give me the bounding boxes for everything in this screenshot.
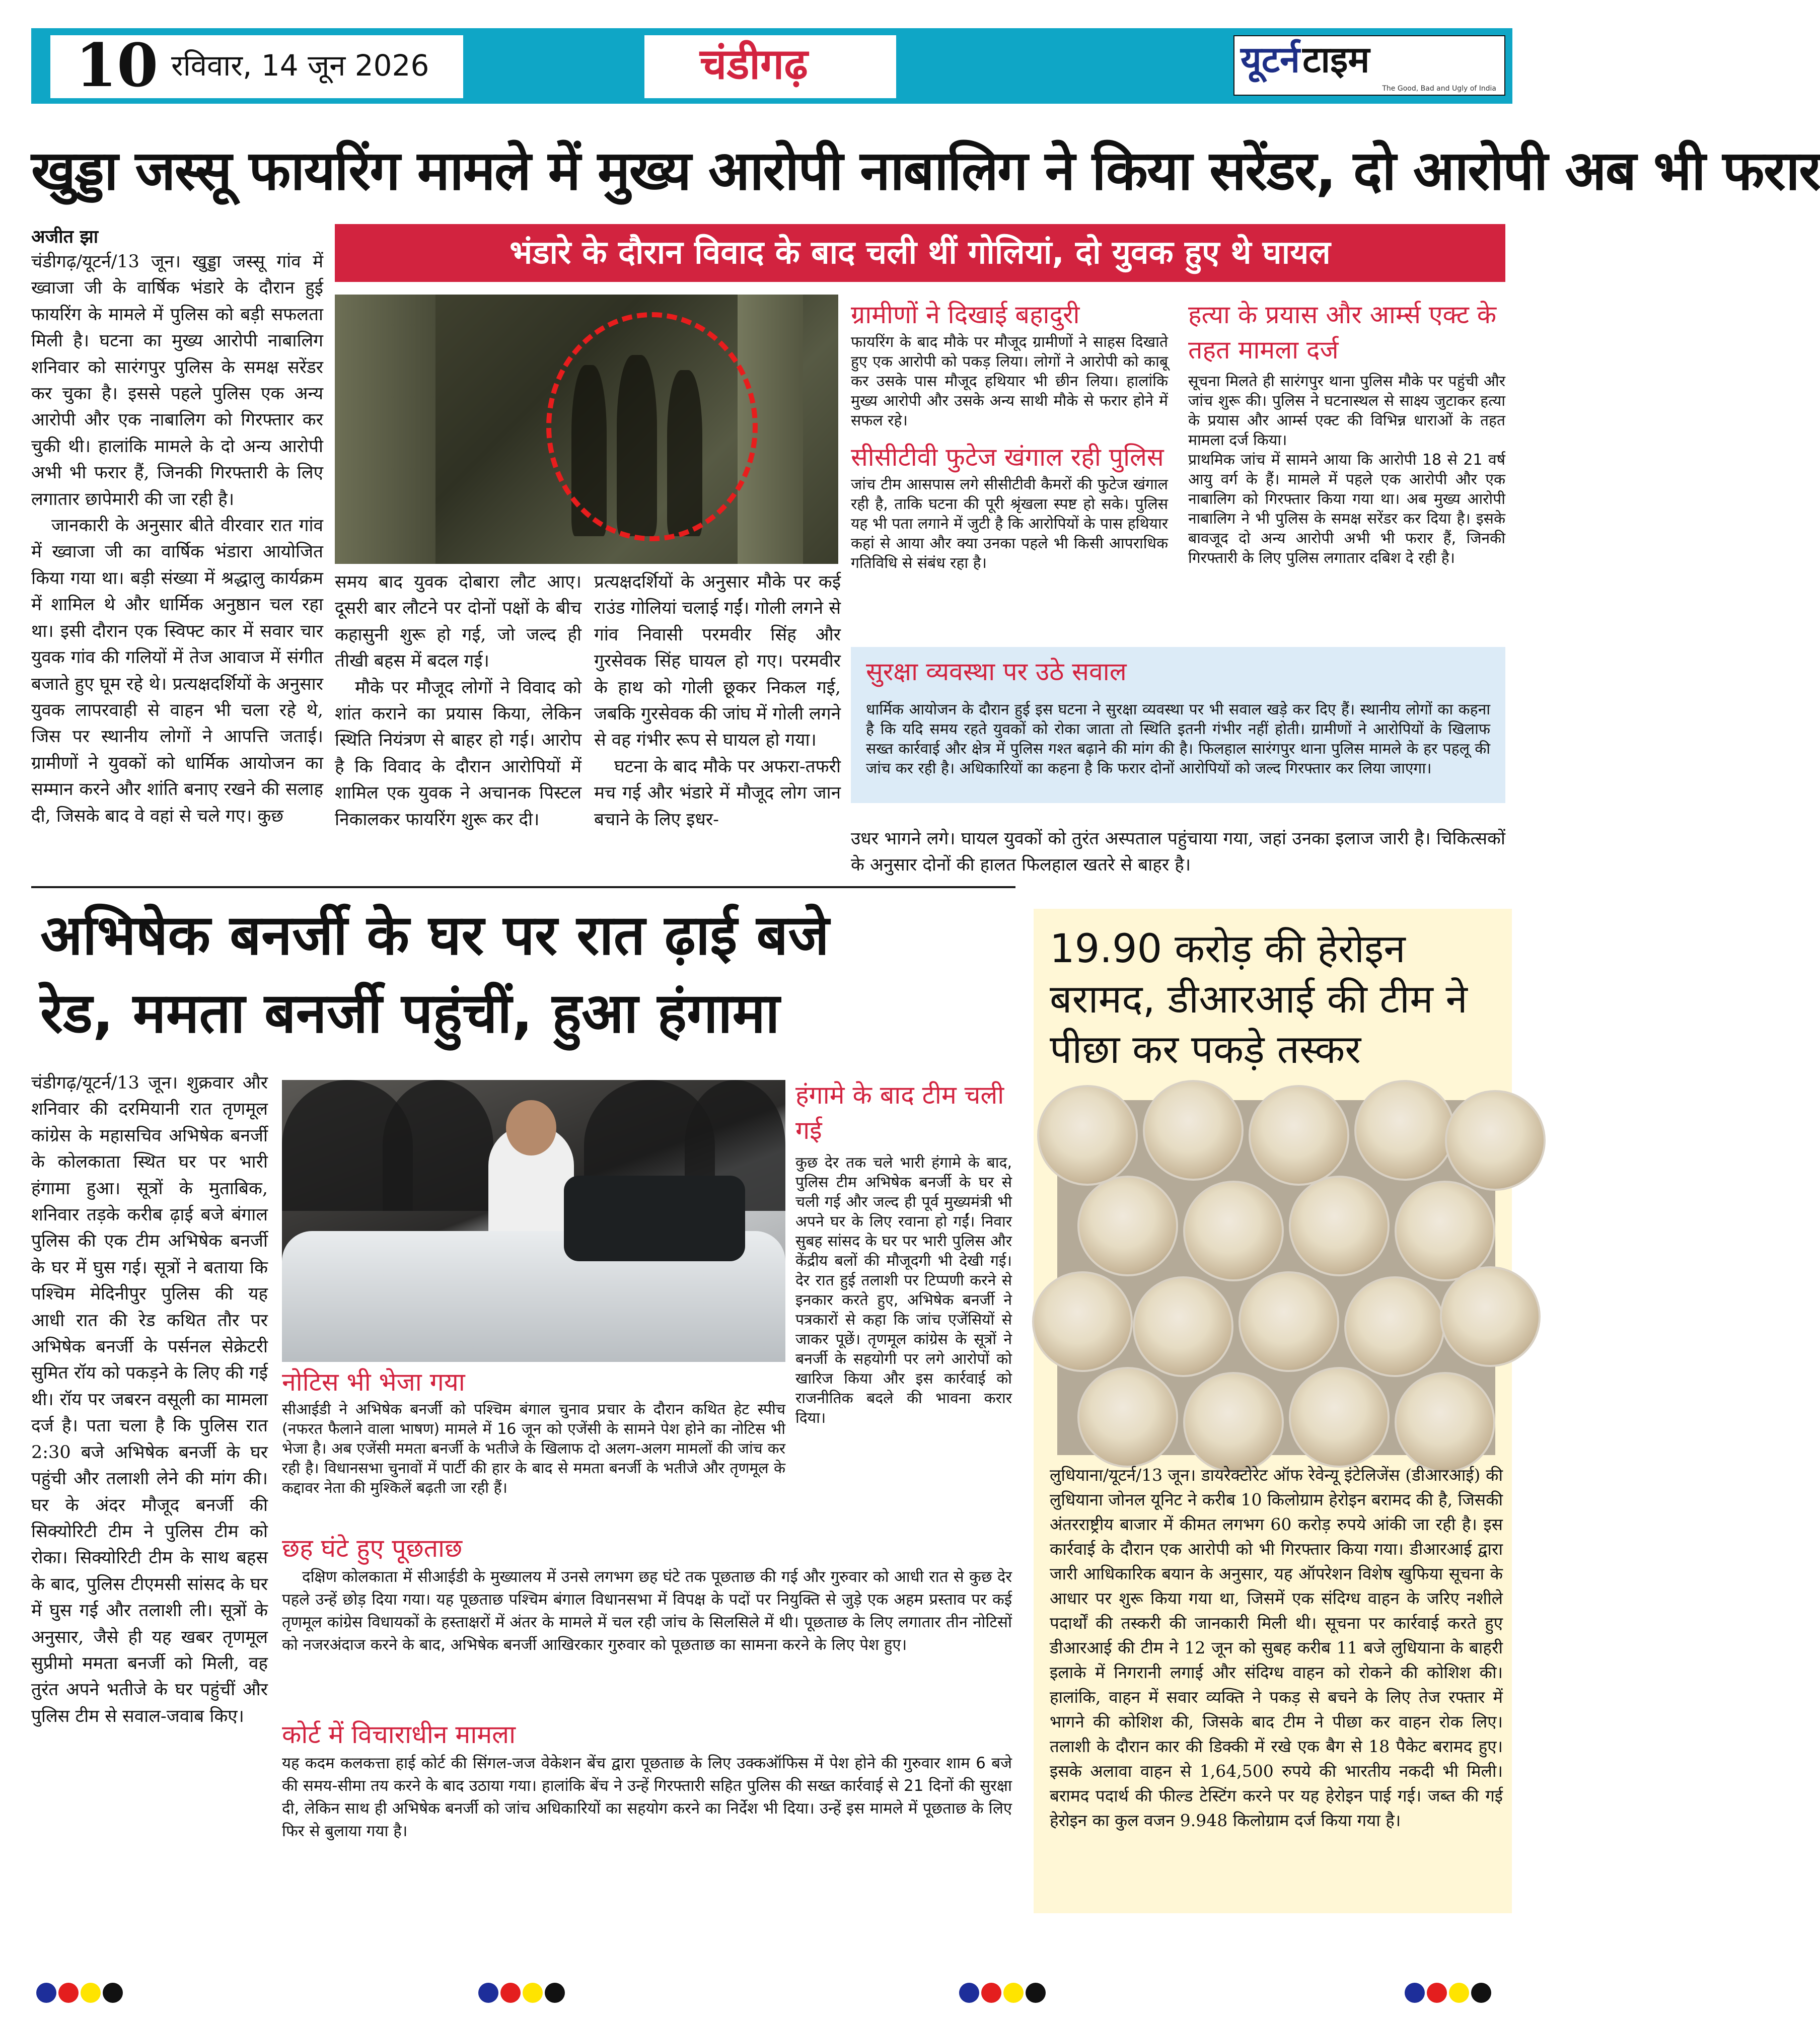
section-text-questioning: दक्षिण कोलकाता में सीआईडी के मुख्यालय में उनसे लगभग छह घंटे तक पूछताछ की गई और गुरुवार को आधी रात से कुछ देर पहले उन्हें छोड़ दिया गया। यह पूछताछ पश्चिम बंगाल विधानसभा में विपक्ष के पदों पर नियुक्ति से जुड़े एक अहम प्रस्ताव पर कई तृणमूल कांग्रेस विधायकों के हस्ताक्षरों में अंतर के मामले में चल रही जांच के सिलसिले में थी। पूछताछ के लिए लगातार तीन नोटिसों को नजरअंदाज करने के बाद, अभिषेक बनर्जी आखिरकार गुरुवार को पूछताछ का सामना करने के लिए पेश हुए। — [282, 1568, 1012, 1654]
story3-column — [1050, 1463, 1503, 1833]
story2-headline — [40, 896, 1017, 1052]
section-heading-notice: नोटिस भी भेजा गया — [282, 1367, 465, 1397]
registration-marks-left — [36, 1983, 125, 2005]
story1-sidebar-1 — [851, 297, 1168, 573]
box-text-security: धार्मिक आयोजन के दौरान हुई इस घटना ने सुरक्षा व्यवस्था पर भी सवाल खड़े कर दिए हैं। स्थानीय लोगों का कहना है कि यदि समय रहते युवकों को रोका जाता तो स्थिति इतनी गंभीर नहीं होती। ग्रामीणों ने आरोपियों के खिलाफ सख्त कार्रवाई और क्षेत्र में पुलिस गश्त बढ़ाने की मांग की है। फिलहाल सारंगपुर थाना पुलिस मामले के हर पहलू की जांच कर रही है। अधिकारियों का कहना है कि फरार दोनों आरोपियों को जल्द गिरफ्तार कर लिया जाएगा। — [866, 701, 1490, 777]
section-heading-questioning: छह घंटे हुए पूछताछ — [282, 1534, 463, 1563]
story2-notice-section — [282, 1364, 785, 1498]
story1-column-2 — [335, 569, 581, 833]
story2-questioning-section — [282, 1531, 1012, 1656]
issue-date: रविवार, 14 जून 2026 — [171, 48, 429, 83]
registration-marks-center-left — [478, 1983, 567, 2005]
mamata-banerjee-photo — [282, 1080, 785, 1357]
newspaper-logo — [1233, 35, 1505, 96]
story1-headline: खुड्डा जस्सू फायरिंग मामले में मुख्य आरोपी नाबालिग ने किया सरेंडर, दो आरोपी अब भी फरार — [31, 139, 1820, 202]
registration-marks-right — [1405, 1983, 1493, 2005]
story3-body: लुधियाना/यूटर्न/13 जून। डायरेक्टोरेट ऑफ रेवेन्यू इंटेलिजेंस (डीआरआई) की लुधियाना जोनल यूनिट ने करीब 10 किलोग्राम हेरोइन बरामद की है, जिसकी अंतरराष्ट्रीय बाजार में कीमत लगभग 60 करोड़ रुपये आंकी जा रही है। इस कार्रवाई के दौरान एक आरोपी को भी गिरफ्तार किया गया। डीआरआई द्वारा जारी आधिकारिक बयान के अनुसार, यह ऑपरेशन विशेष खुफिया सूचना के आधार पर शुरू किया गया था, जिसमें एक संदिग्ध वाहन के जरिए नशीले पदार्थों की तस्करी की जानकारी मिली थी। सूचना पर कार्रवाई करते हुए डीआरआई की टीम ने 12 जून को सुबह करीब 11 बजे लुधियाना के बाहरी इलाके में निगरानी लगाई और संदिग्ध वाहन को रोकने की कोशिश की। हालांकि, वाहन में सवार व्यक्ति ने पकड़ से बचने के लिए तेज रफ्तार में भागने की कोशिश की, जिसके बाद टीम ने पीछा कर वाहन रोक लिए। तलाशी के दौरान कार की डिक्की में रखे एक बैग से 18 पैकेट बरामद हुए। इसके अलावा वाहन से 1,64,500 रुपये की भारतीय नकदी भी मिली। बरामद पदार्थ की फील्ड टेस्टिंग करने पर यह हेरोइन पाई गई। जब्त की गई हेरोइन का कुल वजन 9.948 किलोग्राम दर्ज किया गया है। — [1050, 1465, 1503, 1830]
section-text-court: यह कदम कलकत्ता हाई कोर्ट की सिंगल-जज वेकेशन बेंच द्वारा पूछताछ के लिए उक्कऑफिस में पेश होने की गुरुवार शाम 6 बजे की समय-सीमा तय करने के बाद उठाया गया। हालांकि बेंच ने उन्हें गिरफ्तारी सहित पुलिस की सख्त कार्रवाई से 21 दिनों की सुरक्षा दी, लेकिन साथ ही अभिषेक बनर्जी को जांच अधिकारियों का सहयोग करने का निर्देश भी दिया। उन्हें इस मामले में पूछताछ के लिए फिर से बुलाया गया है। — [282, 1754, 1012, 1840]
sidebar-text-cctv: जांच टीम आसपास लगे सीसीटीवी कैमरों की फुटेज खंगाल रही है, ताकि घटना की पूरी श्रृंखला स्पष्ट हो सके। पुलिस यह भी पता लगाने में जुटी है कि आरोपियों के पास हथियार कहां से आया और क्या उनका पहले भी किसी आपराधिक गतिविधि से संबंध रहा है। — [851, 476, 1168, 572]
story1-col3-para1: प्रत्यक्षदर्शियों के अनुसार मौके पर कई राउंड गोलियां चलाई गईं। गोली लगने से गांव निवासी परमवीर सिंह और गुरसेवक सिंह घायल हो गए। परमवीर के हाथ को गोली छूकर निकल गई, जबकि गुरसेवक की जांघ में गोली लगने से वह गंभीर रूप से घायल हो गया। — [594, 572, 841, 751]
security-info-box — [851, 647, 1505, 803]
story1-banner: भंडारे के दौरान विवाद के बाद चली थीं गोलियां, दो युवक हुए थे घायल — [335, 224, 1505, 282]
page-number: 10 — [76, 30, 159, 100]
story2-column-1 — [31, 1070, 268, 1729]
section-divider — [31, 886, 1015, 888]
logo-word-1: यूटर्न — [1241, 38, 1300, 81]
heroin-jars-photo — [1057, 1100, 1495, 1455]
story2-sidebar — [795, 1077, 1012, 1428]
story1-col3-para2: घटना के बाद मौके पर अफरा-तफरी मच गई और भंडारे में मौजूद लोग जान बचाने के लिए इधर- — [594, 756, 841, 830]
logo-word-2: टाइम — [1302, 38, 1370, 81]
section-heading-court: कोर्ट में विचाराधीन मामला — [282, 1720, 516, 1749]
cctv-photo — [335, 295, 838, 564]
sidebar-text-case: सूचना मिलते ही सारंगपुर थाना पुलिस मौके पर पहुंची और जांच शुरू की। पुलिस ने घटनास्थल से साक्ष्य जुटाकर हत्या के प्रयास और आर्म्स एक्ट की विभिन्न धाराओं के तहत मामला दर्ज किया। — [1188, 373, 1505, 449]
sidebar-heading-cctv: सीसीटीवी फुटेज खंगाल रही पुलिस — [851, 443, 1164, 472]
story1-continuation-text: उधर भागने लगे। घायल युवकों को तुरंत अस्पताल पहुंचाया गया, जहां उनका इलाज जारी है। चिकित्सकों के अनुसार दोनों की हालत फिलहाल खतरे से बाहर है। — [851, 829, 1505, 876]
box-heading-security: सुरक्षा व्यवस्था पर उठे सवाल — [866, 657, 1127, 686]
story1-sidebar-2 — [1188, 297, 1505, 568]
story2-headline-line-1: अभिषेक बनर्जी के घर पर रात ढ़ाई बजे — [40, 903, 829, 967]
story1-col2-para1: समय बाद युवक दोबारा लौट आए। दूसरी बार लौटने पर दोनों पक्षों के बीच कहासुनी शुरू हो गई, जो जल्द ही तीखी बहस में बदल गई। — [335, 572, 581, 672]
sidebar-text-case-2: प्राथमिक जांच में सामने आया कि आरोपी 18 से 21 वर्ष आयु वर्ग के हैं। मामले में पहले एक आरोपी और एक नाबालिग को गिरफ्तार किया गया था। अब मुख्य आरोपी नाबालिग ने भी पुलिस के समक्ष सरेंडर कर दिया है। इसके बावजूद दो अन्य आरोपी अभी भी फरार हैं, जिनकी गिरफ्तारी के लिए पुलिस लगातार दबिश दे रही है। — [1188, 451, 1505, 567]
edition-city: चंडीगढ़ — [700, 39, 808, 89]
story1-col1-para1: चंडीगढ़/यूटर्न/13 जून। खुड्डा जस्सू गांव में ख्वाजा जी के वार्षिक भंडारे के दौरान हुई फायरिंग के मामले में पुलिस को बड़ी सफलता मिली है। घटना का मुख्य आरोपी नाबालिग शनिवार को सारंगपुर पुलिस के समक्ष सरेंडर कर चुका है। इससे पहले पुलिस एक अन्य आरोपी और एक नाबालिग को गिरफ्तार कर चुकी थी। हालांकि मामले के दो अन्य आरोपी अभी भी फरार हैं, जिनकी गिरफ्तारी के लिए लगातार छापेमारी की जा रही है। — [31, 252, 323, 510]
registration-marks-center-right — [959, 1983, 1048, 2005]
highlight-circle — [546, 312, 758, 541]
story2-body: चंडीगढ़/यूटर्न/13 जून। शुक्रवार और शनिवार की दरमियानी रात तृणमूल कांग्रेस के महासचिव अभिषेक बनर्जी के कोलकाता स्थित घर पर भारी हंगामा हुआ। सूत्रों के मुताबिक, शनिवार तड़के करीब ढ़ाई बजे बंगाल पुलिस की एक टीम अभिषेक बनर्जी के घर में घुस गई। सूत्रों ने बताया कि पश्चिम मेदिनीपुर पुलिस की यह आधी रात की रेड कथित तौर पर अभिषेक बनर्जी के पर्सनल सेक्रेटरी सुमित रॉय को पकड़ने के लिए की गई थी। रॉय पर जबरन वसूली का मामला दर्ज है। पता चला है कि पुलिस रात 2:30 बजे अभिषेक बनर्जी के घर पहुंची और तलाशी लेने की मांग की। घर के अंदर मौजूद बनर्जी की सिक्योरिटी टीम ने पुलिस टीम को रोका। सिक्योरिटी टीम के साथ बहस के बाद, पुलिस टीएमसी सांसद के घर में घुस गई और तलाशी ली। सूत्रों के अनुसार, जैसे ही यह खबर तृणमूल सुप्रीमो ममता बनर्जी को मिली, वह तुरंत अपने भतीजे के घर पहुंचीं और पुलिस टीम से सवाल-जवाब किए। — [31, 1073, 268, 1726]
story1-author: अजीत झा — [31, 227, 99, 247]
section-text-notice: सीआईडी ने अभिषेक बनर्जी को पश्चिम बंगाल चुनाव प्रचार के दौरान कथित हेट स्पीच (नफरत फैलाने वाला भाषण) मामले में 16 जून को एजेंसी के सामने पेश होने का नोटिस भी भेजा है। अब एजेंसी ममता बनर्जी के भतीजे के खिलाफ दो अलग-अलग मामलों की जांच कर रही है। विधानसभा चुनावों में पार्टी की हार के बाद से ममता बनर्जी के भतीजे और तृणमूल के कद्दावर नेता की मुश्किलें बढ़ती जा रही हैं। — [282, 1401, 785, 1497]
sidebar-heading-case: हत्या के प्रयास और आर्म्स एक्ट के तहत मामला दर्ज — [1188, 300, 1497, 365]
sidebar-heading-bravery: ग्रामीणों ने दिखाई बहादुरी — [851, 300, 1080, 329]
sidebar-heading-team-left: हंगामे के बाद टीम चली गई — [795, 1080, 1004, 1145]
story3-headline: 19.90 करोड़ की हेरोइन बरामद, डीआरआई की टीम ने पीछा कर पकड़े तस्कर — [1050, 926, 1468, 1072]
story2-headline-line-2: रेड, ममता बनर्जी पहुंचीं, हुआ हंगामा — [40, 981, 780, 1045]
story1-continuation — [851, 826, 1505, 879]
story2-court-section — [282, 1717, 1012, 1843]
sidebar-text-team-left: कुछ देर तक चले भारी हंगामे के बाद, पुलिस टीम अभिषेक बनर्जी के घर से चली गई और जल्द ही पूर्व मुख्यमंत्री भी अपने घर के लिए रवाना हो गईं। निवार सुबह सांसद के घर पर भारी पुलिस और केंद्रीय बलों की मौजूदगी भी देखी गई। देर रात हुई तलाशी पर टिप्पणी करने से इनकार करते हुए, अभिषेक बनर्जी ने पत्रकारों से कहा कि जांच एजेंसियों से जाकर पूछें। तृणमूल कांग्रेस के सूत्रों ने बनर्जी के सहयोगी पर लगे आरोपों को खारिज किया और इस कार्रवाई को राजनीतिक बदले की भावना करार दिया। — [795, 1154, 1012, 1427]
sidebar-text-bravery: फायरिंग के बाद मौके पर मौजूद ग्रामीणों ने साहस दिखाते हुए एक आरोपी को पकड़ लिया। लोगों ने आरोपी को काबू कर उसके पास मौजूद हथियार भी छीन लिया। हालांकि मुख्य आरोपी और उसके अन्य साथी मौके से फरार होने में सफल रहे। — [851, 333, 1168, 429]
story1-col1-para2: जानकारी के अनुसार बीते वीरवार रात गांव में ख्वाजा जी का वार्षिक भंडारा आयोजित किया गया था। बड़ी संख्या में श्रद्धालु कार्यक्रम में शामिल थे और धार्मिक अनुष्ठान चल रहा था। इसी दौरान एक स्विफ्ट कार में सवार चार युवक गांव की गलियों में तेज आवाज में संगीत बजाते हुए घूम रहे थे। प्रत्यक्षदर्शियों के अनुसार युवक लापरवाही से वाहन भी चला रहे थे, जिस पर स्थानीय लोगों ने आपत्ति जताई। ग्रामीणों ने युवकों को धार्मिक आयोजन का सम्मान करने और शांति बनाए रखने की सलाह दी, जिसके बाद वे वहां से चले गए। कुछ — [31, 516, 323, 826]
story1-col2-para2: मौके पर मौजूद लोगों ने विवाद को शांत कराने का प्रयास किया, लेकिन स्थिति नियंत्रण से बाहर हो गई। आरोप है कि विवाद के दौरान आरोपियों में शामिल एक युवक ने अचानक पिस्टल निकालकर फायरिंग शुरू कर दी। — [335, 677, 581, 830]
story1-column-3 — [594, 569, 841, 833]
logo-tagline: The Good, Bad and Ugly of India — [1382, 85, 1496, 93]
story1-column-1 — [31, 226, 323, 829]
